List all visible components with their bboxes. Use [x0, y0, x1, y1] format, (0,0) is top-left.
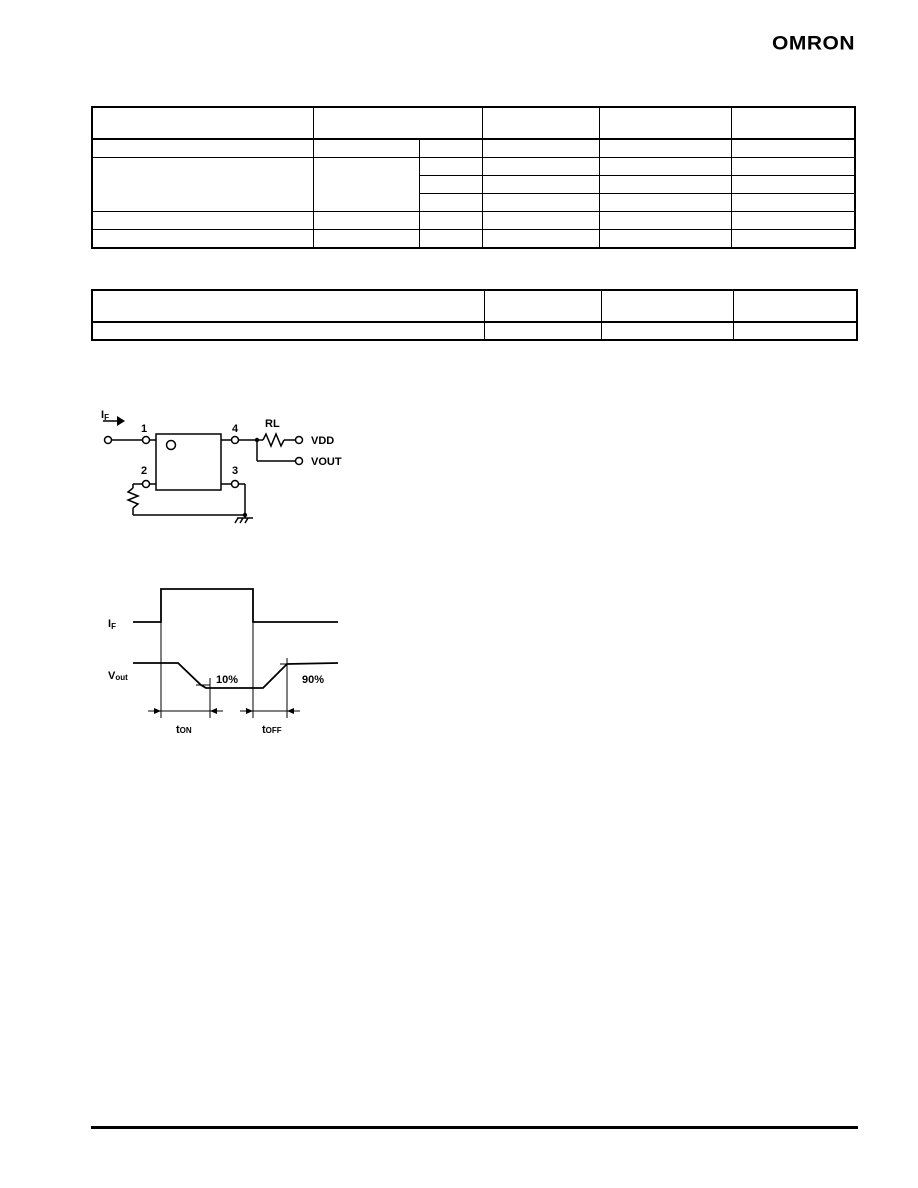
characteristics-table: [91, 106, 856, 249]
table-header-row: [92, 290, 857, 322]
device-body: [156, 434, 221, 490]
table-row: [92, 322, 857, 340]
vdd-label: VDD: [311, 435, 335, 447]
vout-terminal: [296, 458, 303, 465]
table-header-cell: [482, 107, 599, 139]
pin2-terminal: [143, 481, 150, 488]
input-pulse-waveform: [133, 589, 338, 622]
load-resistor-label: RL: [265, 418, 280, 430]
input-current-label: IF: [101, 409, 109, 422]
table-row: [92, 158, 855, 176]
table-row: [92, 139, 855, 158]
switching-time-diagram: [100, 580, 350, 750]
table-header-cell: [599, 107, 731, 139]
footer-rule: [91, 1126, 858, 1129]
junction-dot: [255, 438, 259, 442]
pin1-indicator: [167, 441, 176, 450]
table-row: [92, 230, 855, 249]
input-resistor: [128, 488, 138, 508]
pin2-label: 2: [141, 465, 148, 477]
load-resistor: [263, 434, 284, 446]
timing-input-label: IF: [108, 618, 116, 631]
input-arrow-head: [117, 416, 125, 426]
table-header-cell: [92, 107, 313, 139]
timing-output-label: Vout: [108, 670, 128, 682]
table-header-row: [92, 107, 855, 139]
omron-logo: OMRON: [772, 32, 855, 55]
table-header-cell: [313, 107, 482, 139]
vdd-terminal: [296, 437, 303, 444]
pin1-label: 1: [141, 423, 148, 435]
toff-label: tOFF: [262, 724, 282, 736]
ton-label: tON: [176, 724, 192, 736]
junction-dot: [243, 513, 247, 517]
level-90-label: 90%: [302, 674, 325, 686]
level-10-label: 10%: [216, 674, 239, 686]
table-header-cell: [731, 107, 855, 139]
table-row: [92, 212, 855, 230]
recommended-conditions-table: [91, 289, 858, 341]
pin3-label: 3: [232, 465, 239, 477]
vout-label: VOUT: [311, 456, 342, 468]
test-circuit-diagram: [95, 400, 365, 530]
pin4-terminal: [232, 437, 239, 444]
pin4-label: 4: [232, 423, 239, 435]
input-terminal: [105, 437, 112, 444]
pin3-terminal: [232, 481, 239, 488]
pin1-terminal: [143, 437, 150, 444]
